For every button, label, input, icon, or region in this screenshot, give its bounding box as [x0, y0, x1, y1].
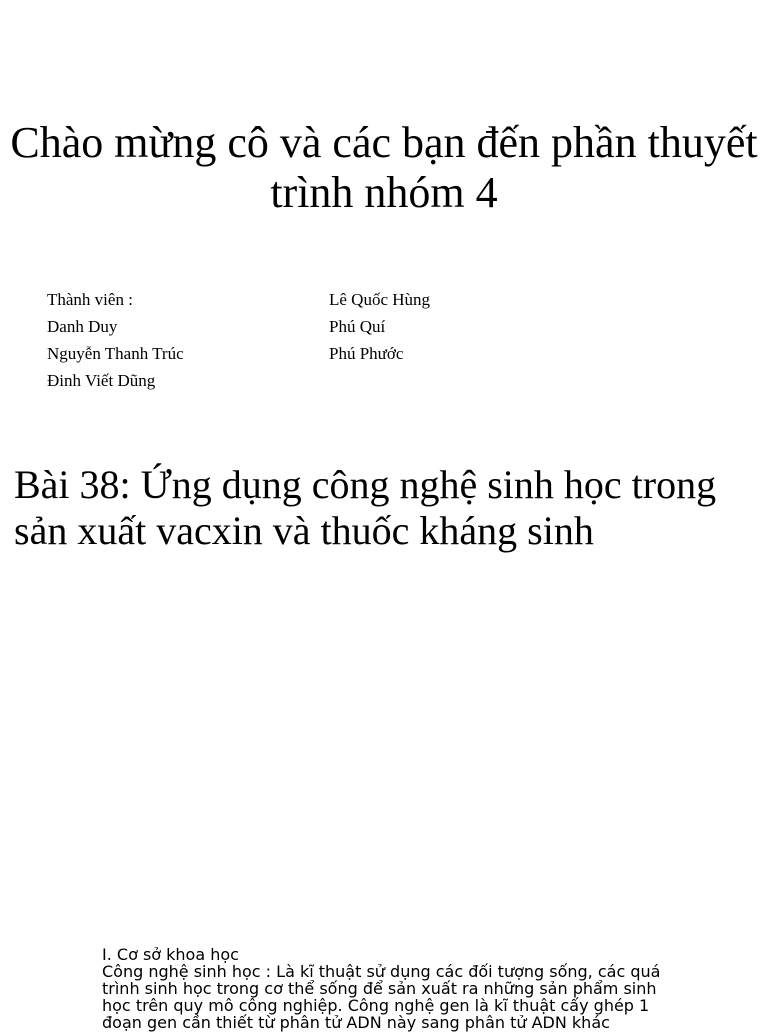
section-body: Công nghệ sinh học : Là kĩ thuật sử dụng các đối tượng sống, các quá trình sinh học trong cơ thể sống để sản xuất ra những sản phẩm sinh học trên quy mô công nghiệp. Công nghệ gen là kĩ thuật cấy ghép 1 đoạn gen cần thiết từ phân tử ADN này sang phân tử ADN khác — [102, 962, 661, 1032]
members-column-left — [47, 286, 184, 394]
lesson-title: Bài 38: Ứng dụng công nghệ sinh học trong sản xuất vacxin và thuốc kháng sinh — [14, 462, 717, 553]
member-name: Đinh Viết Dũng — [47, 371, 156, 390]
content-block — [102, 946, 682, 1031]
welcome-title: Chào mừng cô và các bạn đến phần thuyết trình nhóm 4 — [10, 118, 758, 217]
member-name: Lê Quốc Hùng — [329, 290, 431, 309]
member-name: Nguyễn Thanh Trúc — [47, 344, 184, 363]
member-name: Danh Duy — [47, 317, 118, 336]
members-header: Thành viên : — [47, 290, 133, 309]
member-name: Phú Quí — [329, 317, 386, 336]
section-heading: I. Cơ sở khoa học — [102, 945, 239, 964]
members-column-right — [329, 286, 430, 367]
member-name: Phú Phước — [329, 344, 404, 363]
